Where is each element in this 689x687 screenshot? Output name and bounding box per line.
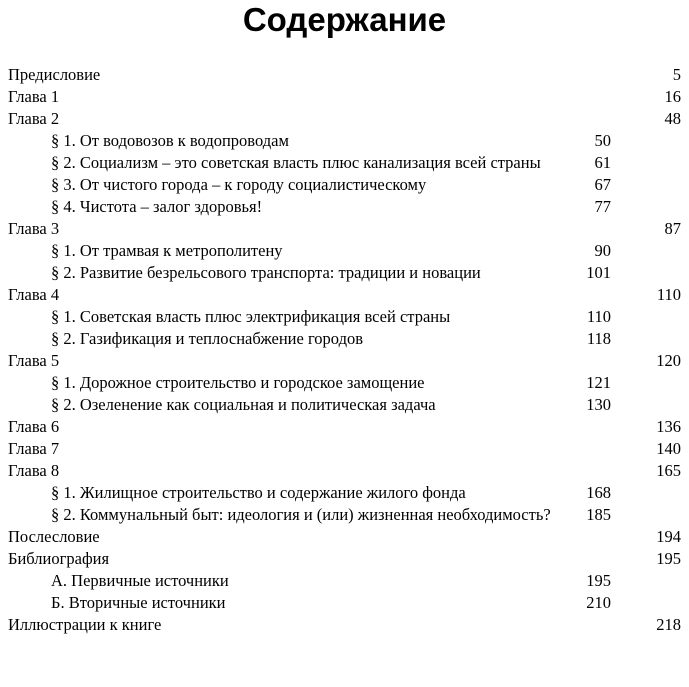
toc-entry — [8, 416, 681, 438]
toc-page-number: 50 — [594, 131, 611, 150]
toc-entry-label: Глава 2 — [8, 109, 60, 128]
toc-entry-label: Иллюстрации к книге — [8, 615, 162, 634]
toc-entry — [8, 614, 681, 636]
toc-entry — [8, 86, 681, 108]
toc-entry-label: § 2. Развитие безрельсового транспорта: традиции и новации — [51, 263, 481, 282]
toc-entry-label: Глава 6 — [8, 417, 60, 436]
toc-page-number: 87 — [664, 219, 681, 238]
toc-subentry — [8, 306, 681, 328]
toc-entry-label: § 2. Озеленение как социальная и политическая задача — [51, 395, 436, 414]
toc-page-number: 61 — [594, 153, 611, 172]
toc-entry — [8, 526, 681, 548]
toc-subentry — [8, 570, 681, 592]
toc-page-number: 48 — [664, 109, 681, 128]
toc-entry-label: Глава 1 — [8, 87, 60, 106]
toc-entry — [8, 438, 681, 460]
toc-subentry — [8, 482, 681, 504]
toc-page-number: 136 — [656, 417, 681, 436]
toc-page-number: 16 — [664, 87, 681, 106]
toc-entry-label: Глава 5 — [8, 351, 60, 370]
toc-entry-label: § 2. Газификация и теплоснабжение городов — [51, 329, 364, 348]
toc-entry-label: § 1. Дорожное строительство и городское замощение — [51, 373, 425, 392]
toc-entry-label: § 1. Жилищное строительство и содержание жилого фонда — [51, 483, 466, 502]
toc-entry — [8, 64, 681, 86]
toc-entry-label: § 2. Социализм – это советская власть плюс канализация всей страны — [51, 153, 541, 172]
toc-page-number: 101 — [586, 263, 611, 282]
toc-page-number: 118 — [586, 329, 611, 348]
toc-entry-label: Послесловие — [8, 527, 100, 546]
toc-entry — [8, 350, 681, 372]
toc-page-number: 140 — [656, 439, 681, 458]
toc-subentry — [8, 372, 681, 394]
toc-subentry — [8, 262, 681, 284]
toc-entry-label: Глава 8 — [8, 461, 60, 480]
toc-page-number: 195 — [586, 571, 611, 590]
toc-entry-label: § 1. От трамвая к метрополитену — [51, 241, 283, 260]
toc-entry — [8, 284, 681, 306]
toc-page-number: 110 — [586, 307, 611, 326]
toc-entry-label: § 3. От чистого города – к городу социалистическому — [51, 175, 427, 194]
toc-entry-label: § 1. От водовозов к водопроводам — [51, 131, 289, 150]
toc-page-number: 210 — [586, 593, 611, 612]
toc-subentry — [8, 592, 681, 614]
toc-page-number: 185 — [586, 505, 611, 524]
toc-entry-label: § 4. Чистота – залог здоровья! — [51, 197, 263, 216]
toc-entry-label: Предисловие — [8, 65, 101, 84]
toc-entry-label: Глава 7 — [8, 439, 60, 458]
toc-entry-label: § 1. Советская власть плюс электрификация всей страны — [51, 307, 451, 326]
toc-subentry — [8, 152, 681, 174]
toc-subentry — [8, 174, 681, 196]
toc-page-number: 90 — [594, 241, 611, 260]
toc-subentry — [8, 394, 681, 416]
toc-entry-label: Б. Вторичные источники — [51, 593, 226, 612]
toc-entry — [8, 460, 681, 482]
toc-subentry — [8, 196, 681, 218]
toc-entry-label: Глава 4 — [8, 285, 60, 304]
toc-page-number: 218 — [656, 615, 681, 634]
toc-entry — [8, 108, 681, 130]
toc-page-number: 195 — [656, 549, 681, 568]
toc-page-number: 121 — [586, 373, 611, 392]
toc-entry-label: Библиография — [8, 549, 110, 568]
toc-page-number: 130 — [586, 395, 611, 414]
toc-subentry — [8, 504, 681, 526]
toc-subentry — [8, 130, 681, 152]
toc-page-number: 165 — [656, 461, 681, 480]
toc-entry — [8, 548, 681, 570]
toc-entry-label: А. Первичные источники — [51, 571, 229, 590]
toc-page-number: 5 — [672, 65, 681, 84]
toc-subentry — [8, 240, 681, 262]
toc-page-number: 120 — [656, 351, 681, 370]
toc-entry-label: Глава 3 — [8, 219, 60, 238]
toc-page-number: 194 — [656, 527, 681, 546]
toc-page-number: 77 — [594, 197, 611, 216]
toc-page-number: 110 — [656, 285, 681, 304]
toc-subentry — [8, 328, 681, 350]
toc-page-number: 168 — [586, 483, 611, 502]
toc-entry-label: § 2. Коммунальный быт: идеология и (или) жизненная необходимость? — [51, 505, 551, 524]
table-of-contents — [8, 64, 681, 636]
toc-entry — [8, 218, 681, 240]
page-title: Содержание — [242, 1, 447, 38]
toc-page-number: 67 — [594, 175, 611, 194]
